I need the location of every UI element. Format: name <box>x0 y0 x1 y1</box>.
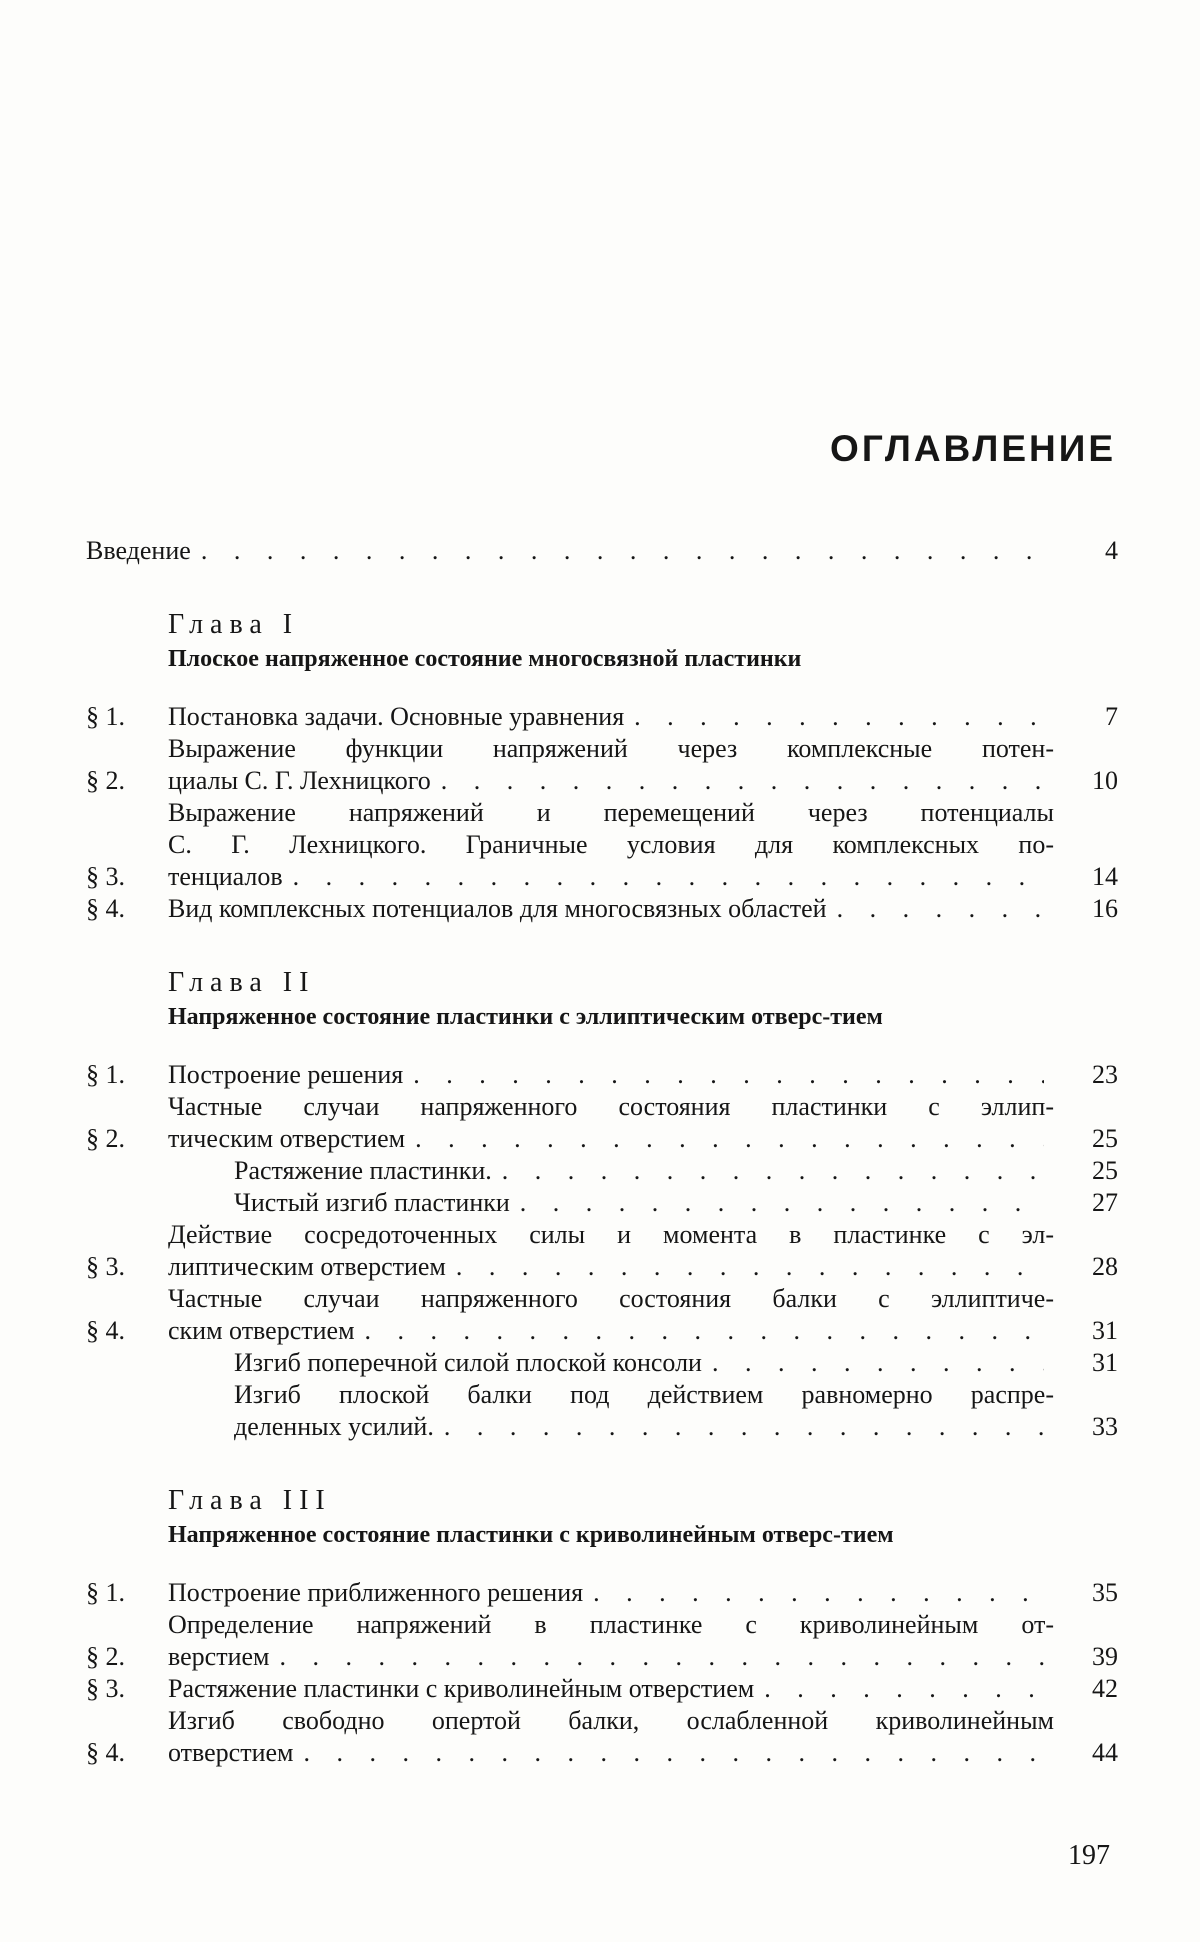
toc-entry[interactable] <box>86 733 1118 797</box>
table-of-contents <box>86 535 1118 1769</box>
toc-page-number: 23 <box>1092 1060 1118 1089</box>
chapter-label: Глава I <box>168 609 300 640</box>
chapter-label: Глава III <box>168 1485 332 1516</box>
toc-entry[interactable] <box>86 1059 1118 1091</box>
toc-entry[interactable] <box>86 701 1118 733</box>
toc-page-number: 14 <box>1092 862 1118 891</box>
toc-page-number: 25 <box>1092 1156 1118 1185</box>
section-number: § 1. <box>86 702 125 731</box>
dot-leader <box>405 1123 1044 1155</box>
toc-entry-text: верстием <box>168 1642 270 1671</box>
section-number: § 4. <box>86 894 125 923</box>
toc-page-number: 31 <box>1092 1348 1118 1377</box>
dot-leader <box>510 1187 1044 1219</box>
section-number: § 4. <box>86 1316 125 1345</box>
page-title: ОГЛАВЛЕНИЕ <box>830 428 1116 469</box>
dot-leader <box>191 535 1044 567</box>
toc-entry[interactable] <box>86 1577 1118 1609</box>
toc-page-number: 7 <box>1105 702 1118 731</box>
toc-entry-text: Построение приближенного решения <box>168 1578 584 1607</box>
toc-entry[interactable] <box>86 1609 1118 1673</box>
toc-page-number: 27 <box>1092 1188 1118 1217</box>
toc-entry-text: Вид комплексных потенциалов для многосвязных областей <box>168 894 827 923</box>
toc-entry[interactable] <box>86 893 1118 925</box>
toc-entry-text: липтическим отверстием <box>168 1252 446 1281</box>
section-number: § 2. <box>86 1124 125 1153</box>
toc-entry-text: Чистый изгиб пластинки <box>234 1188 510 1217</box>
toc-entry-text: Определение напряжений в пластинке с криволинейным от- <box>168 1610 1054 1639</box>
toc-entry[interactable] <box>86 1091 1118 1155</box>
chapter-heading <box>168 607 1118 675</box>
section-number: § 2. <box>86 766 125 795</box>
chapter-label: Глава II <box>168 967 316 998</box>
section-number: § 4. <box>86 1738 125 1767</box>
toc-entry-text: деленных усилий. <box>234 1412 434 1441</box>
toc-entry-text: Постановка задачи. Основные уравнения <box>168 702 625 731</box>
chapter-heading <box>168 1483 1118 1551</box>
toc-page-number: 44 <box>1092 1738 1118 1767</box>
dot-leader <box>355 1315 1044 1347</box>
toc-entry-text: Растяжение пластинки с криволинейным отверстием <box>168 1674 755 1703</box>
toc-subentry[interactable] <box>86 1347 1118 1379</box>
toc-page-number: 28 <box>1092 1252 1118 1281</box>
dot-leader <box>754 1673 1044 1705</box>
toc-page-number: 25 <box>1092 1124 1118 1153</box>
toc-entry-text: Действие сосредоточенных силы и момента в пластинке с эл- <box>168 1220 1054 1249</box>
toc-page-number: 39 <box>1092 1642 1118 1671</box>
toc-page-number: 16 <box>1092 894 1118 923</box>
dot-leader <box>583 1577 1044 1609</box>
section-number: § 3. <box>86 1674 125 1703</box>
toc-page-number: 10 <box>1092 766 1118 795</box>
section-number: § 3. <box>86 862 125 891</box>
toc-entry-text: Изгиб свободно опертой балки, ослабленной криволинейным <box>168 1706 1054 1735</box>
section-number: § 2. <box>86 1642 125 1671</box>
chapter-heading <box>168 965 1118 1033</box>
toc-entry-text: Выражение напряжений и перемещений через потенциалы <box>168 798 1054 827</box>
dot-leader <box>702 1347 1044 1379</box>
toc-entry[interactable] <box>86 1283 1118 1347</box>
toc-entry[interactable] <box>86 797 1118 893</box>
toc-entry-text: тенциалов <box>168 862 283 891</box>
toc-page-number: 42 <box>1092 1674 1118 1703</box>
toc-entry-text: циалы С. Г. Лехницкого <box>168 766 431 795</box>
section-number: § 3. <box>86 1252 125 1281</box>
toc-entry-text: ским отверстием <box>168 1316 355 1345</box>
toc-entry-text: Частные случаи напряженного состояния пластинки с эллип- <box>168 1092 1054 1121</box>
dot-leader <box>624 701 1044 733</box>
toc-subentry[interactable] <box>86 1155 1118 1187</box>
chapter-title: Напряженное состояние пластинки с эллиптическим отверс-тием <box>168 1004 883 1030</box>
toc-entry-intro[interactable] <box>86 535 1118 567</box>
dot-leader <box>827 893 1044 925</box>
toc-entry-text: тическим отверстием <box>168 1124 406 1153</box>
dot-leader <box>492 1155 1044 1187</box>
toc-entry-text: Изгиб поперечной силой плоской консоли <box>234 1348 702 1377</box>
dot-leader <box>283 861 1044 893</box>
dot-leader <box>434 1411 1044 1443</box>
toc-entry-text: Частные случаи напряженного состояния балки с эллиптиче- <box>168 1284 1054 1313</box>
chapter-title: Напряженное состояние пластинки с криволинейным отверс-тием <box>168 1522 894 1548</box>
toc-entry-text: отверстием <box>168 1738 294 1767</box>
dot-leader <box>269 1641 1044 1673</box>
toc-subentry[interactable] <box>86 1187 1118 1219</box>
toc-entry[interactable] <box>86 1705 1118 1769</box>
dot-leader <box>431 765 1044 797</box>
dot-leader <box>446 1251 1044 1283</box>
toc-page-number: 4 <box>1105 536 1118 565</box>
chapter-title: Плоское напряженное состояние многосвязной пластинки <box>168 646 802 672</box>
dot-leader <box>294 1737 1045 1769</box>
section-number: § 1. <box>86 1060 125 1089</box>
toc-entry-text: Растяжение пластинки. <box>234 1156 492 1185</box>
dot-leader <box>403 1059 1044 1091</box>
toc-entry[interactable] <box>86 1219 1118 1283</box>
section-number: § 1. <box>86 1578 125 1607</box>
toc-page-number: 35 <box>1092 1578 1118 1607</box>
toc-page-number: 33 <box>1092 1412 1118 1441</box>
toc-subentry[interactable] <box>86 1379 1118 1443</box>
toc-entry[interactable] <box>86 1673 1118 1705</box>
toc-entry-text: С. Г. Лехницкого. Граничные условия для комплексных по- <box>168 830 1054 859</box>
page-folio: 197 <box>1068 1840 1110 1871</box>
toc-entry-text: Построение решения <box>168 1060 404 1089</box>
toc-entry-text: Введение <box>86 536 191 565</box>
toc-entry-text: Выражение функции напряжений через комплексные потен- <box>168 734 1054 763</box>
toc-entry-text: Изгиб плоской балки под действием равномерно распре- <box>234 1380 1054 1409</box>
toc-page-number: 31 <box>1092 1316 1118 1345</box>
